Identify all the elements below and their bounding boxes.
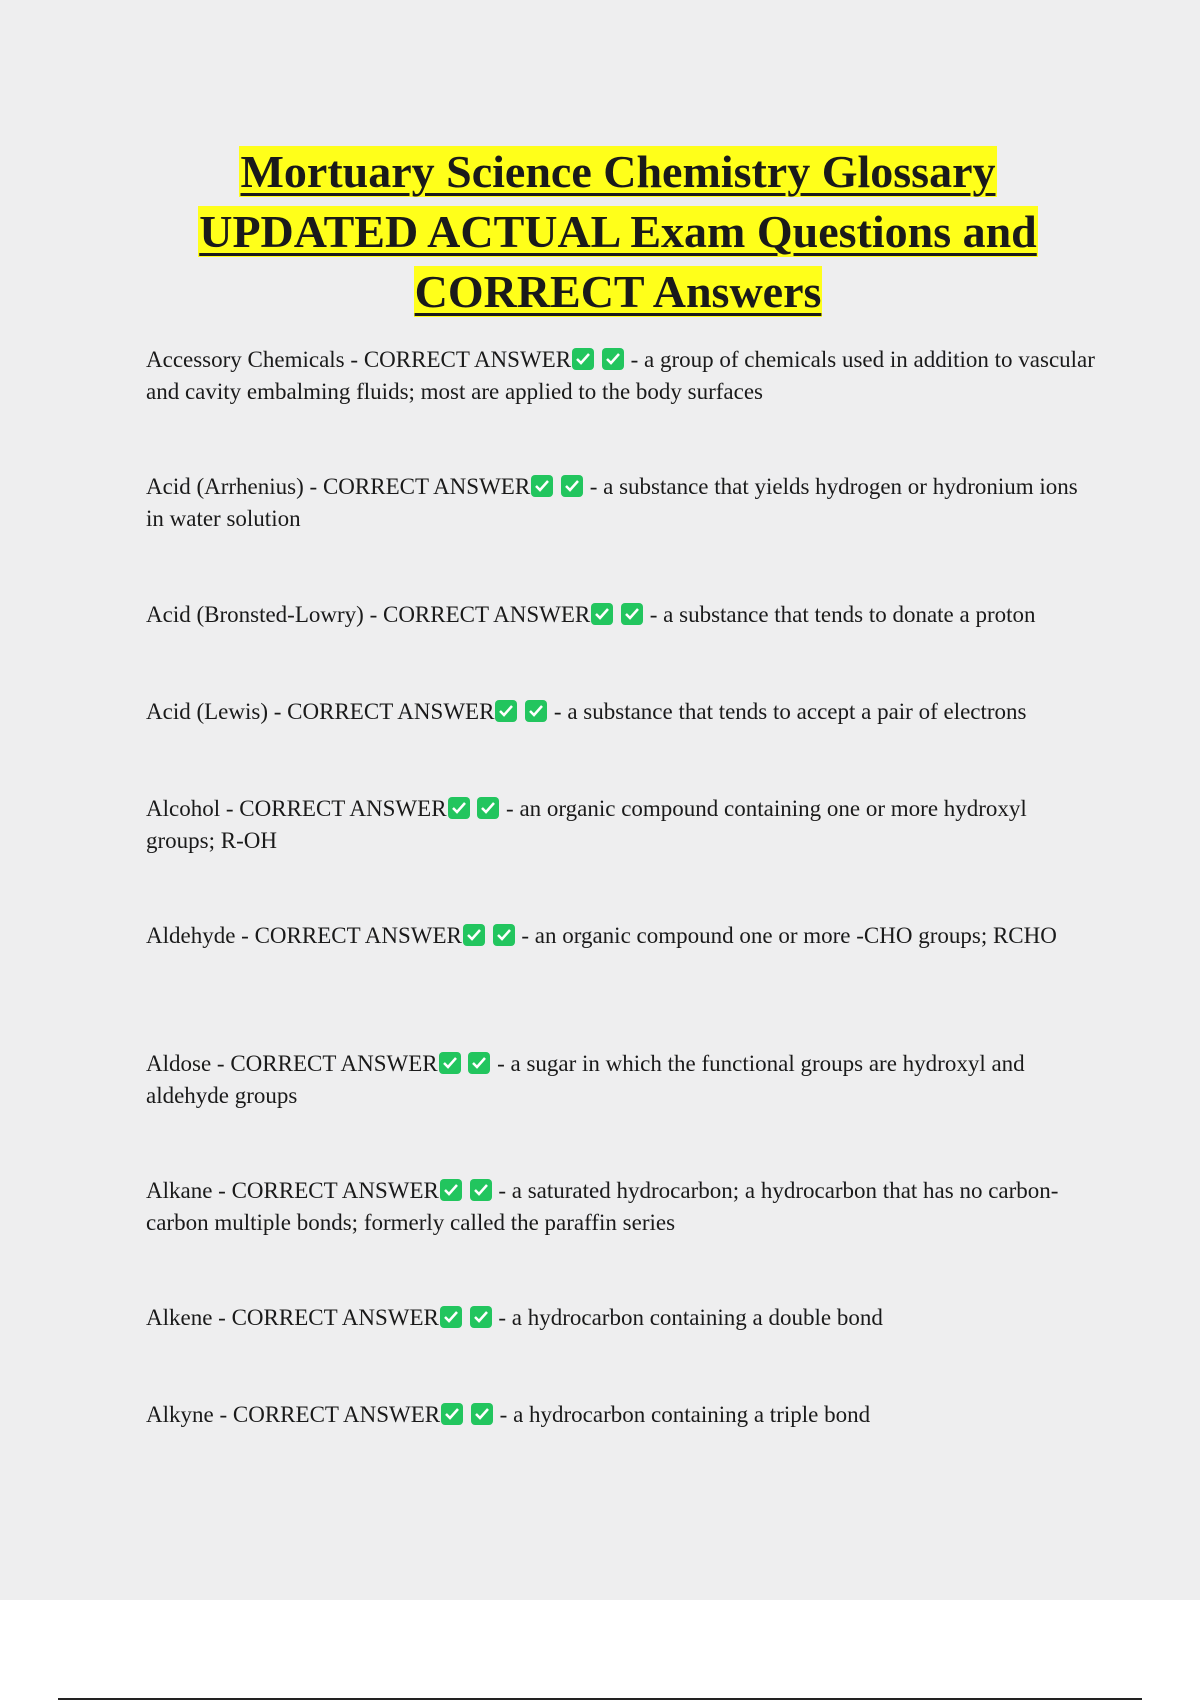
entry-definition: a substance that tends to donate a proton [663, 602, 1036, 627]
entry-term: Acid (Bronsted-Lowry) [146, 602, 364, 627]
entry-term: Alkene [146, 1305, 213, 1330]
page-title [120, 142, 1116, 322]
glossary-entry: Alcohol - CORRECT ANSWER - an organic compound containing one or more hydroxyl groups; R-OH [146, 796, 1027, 853]
check-mark-icon [440, 1179, 462, 1201]
check-mark-icon [470, 1179, 492, 1201]
check-mark-icon [463, 924, 485, 946]
glossary-entry: Accessory Chemicals - CORRECT ANSWER - a group of chemicals used in addition to vascular and cavity embalming fluids; most are applied to the body surfaces [146, 347, 1095, 404]
entry-term: Alkyne [146, 1402, 214, 1427]
check-mark-icon [561, 475, 583, 497]
glossary-entry: Aldehyde - CORRECT ANSWER - an organic compound one or more -CHO groups; RCHO [146, 923, 1057, 948]
answer-marker: CORRECT ANSWER [232, 1402, 441, 1427]
answer-marker: CORRECT ANSWER [230, 1051, 438, 1076]
entry-definition: an organic compound containing one or more hydroxyl groups; R-OH [146, 796, 1027, 853]
glossary-entry: Alkene - CORRECT ANSWER - a hydrocarbon containing a double bond [146, 1305, 883, 1330]
check-mark-icon [591, 603, 613, 625]
answer-marker: CORRECT ANSWER [363, 347, 572, 372]
entry-definition: a sugar in which the functional groups are hydroxyl and aldehyde groups [146, 1051, 1025, 1108]
check-mark-icon [602, 348, 624, 370]
glossary-entry: Aldose - CORRECT ANSWER - a sugar in which the functional groups are hydroxyl and aldehyde groups [146, 1051, 1025, 1108]
check-mark-icon [439, 1052, 461, 1074]
check-mark-icon [621, 603, 643, 625]
entry-term: Acid (Arrhenius) [146, 474, 304, 499]
check-mark-icon [525, 700, 547, 722]
entry-definition: a substance that yields hydrogen or hydronium ions in water solution [146, 474, 1078, 531]
check-mark-icon [495, 700, 517, 722]
entry-definition: an organic compound one or more -CHO groups; RCHO [534, 923, 1057, 948]
answer-marker: CORRECT ANSWER [254, 923, 462, 948]
entry-term: Aldose [146, 1051, 212, 1076]
entry-term: Alkane [146, 1178, 213, 1203]
glossary-entry: Acid (Bronsted-Lowry) - CORRECT ANSWER - a substance that tends to donate a proton [146, 602, 1036, 627]
check-mark-icon [468, 1052, 490, 1074]
check-mark-icon [440, 1306, 462, 1328]
entry-term: Alcohol [146, 796, 221, 821]
title-line-1: Mortuary Science Chemistry Glossary [240, 146, 996, 197]
entry-definition: a hydrocarbon containing a double bond [511, 1305, 883, 1330]
check-mark-icon [441, 1403, 463, 1425]
glossary-entry: Acid (Lewis) - CORRECT ANSWER - a substance that tends to accept a pair of electrons [146, 699, 1027, 724]
check-mark-icon [572, 348, 594, 370]
check-mark-icon [471, 1403, 493, 1425]
entry-term: Accessory Chemicals [146, 347, 345, 372]
entry-term: Acid (Lewis) [146, 699, 268, 724]
answer-marker: CORRECT ANSWER [231, 1305, 439, 1330]
answer-marker: CORRECT ANSWER [231, 1178, 439, 1203]
entry-definition: a saturated hydrocarbon; a hydrocarbon that has no carbon-carbon multiple bonds; formerly called the paraffin series [146, 1178, 1059, 1235]
entry-term: Aldehyde [146, 923, 236, 948]
answer-marker: CORRECT ANSWER [322, 474, 531, 499]
check-mark-icon [477, 797, 499, 819]
glossary-entry: Alkane - CORRECT ANSWER - a saturated hydrocarbon; a hydrocarbon that has no carbon-carbon multiple bonds; formerly called the paraffin series [146, 1178, 1059, 1235]
title-line-3: CORRECT Answers [414, 266, 822, 317]
title-line-2: UPDATED ACTUAL Exam Questions and [199, 206, 1037, 257]
check-mark-icon [470, 1306, 492, 1328]
entry-definition: a group of chemicals used in addition to vascular and cavity embalming fluids; most are applied to the body surfaces [146, 347, 1095, 404]
answer-marker: CORRECT ANSWER [382, 602, 591, 627]
check-mark-icon [531, 475, 553, 497]
entry-definition: a hydrocarbon containing a triple bond [513, 1402, 871, 1427]
answer-marker: CORRECT ANSWER [239, 796, 447, 821]
check-mark-icon [493, 924, 515, 946]
check-mark-icon [448, 797, 470, 819]
entry-definition: a substance that tends to accept a pair of electrons [567, 699, 1027, 724]
glossary-entry: Acid (Arrhenius) - CORRECT ANSWER - a substance that yields hydrogen or hydronium ions in water solution [146, 474, 1078, 531]
glossary-entry: Alkyne - CORRECT ANSWER - a hydrocarbon containing a triple bond [146, 1402, 871, 1427]
answer-marker: CORRECT ANSWER [287, 699, 495, 724]
